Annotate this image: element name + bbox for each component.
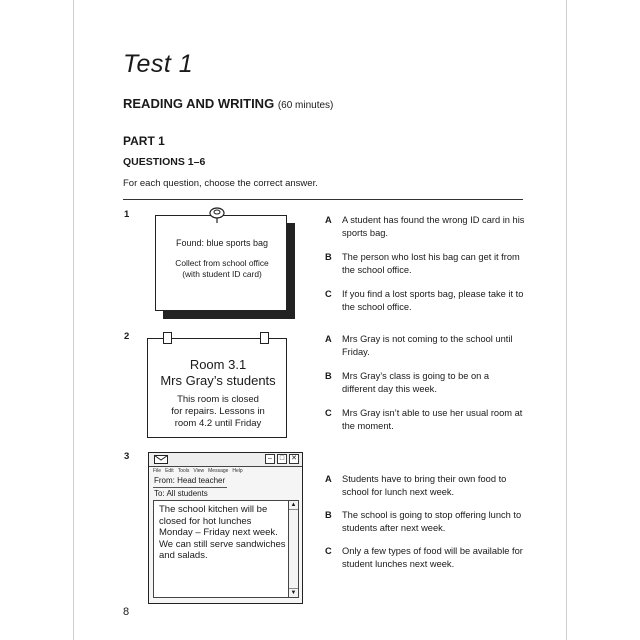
close-icon[interactable]: ✕ — [289, 454, 299, 464]
notice-line: Found: blue sports bag — [175, 238, 269, 248]
option-text: Mrs Gray is not coming to the school until Friday. — [342, 334, 513, 358]
option-letter: B — [325, 371, 332, 381]
option-a[interactable] — [325, 473, 525, 499]
scrollbar[interactable] — [288, 501, 298, 597]
maximize-icon[interactable]: □ — [277, 454, 287, 464]
option-letter: A — [325, 334, 332, 344]
menu-help[interactable]: Help — [232, 468, 243, 474]
notice-paper — [147, 338, 287, 438]
option-b[interactable] — [325, 251, 525, 277]
notice-line: This room is closed — [177, 394, 259, 405]
notice-heading — [148, 357, 288, 390]
class-name: Mrs Gray’s students — [160, 373, 276, 389]
notice-message — [148, 394, 288, 430]
option-a[interactable] — [325, 333, 525, 359]
option-text: Mrs Gray isn’t able to use her usual room at the moment. — [342, 408, 523, 432]
window-controls — [265, 454, 299, 464]
option-text: Mrs Gray’s class is going to be on a different day this week. — [342, 371, 490, 395]
pushpin-icon — [207, 207, 227, 223]
minimize-icon[interactable]: – — [265, 454, 275, 464]
tape-icon — [163, 332, 172, 344]
menu-bar — [153, 468, 243, 474]
option-text: The person who lost his bag can get it from the school office. — [342, 252, 520, 276]
option-c[interactable] — [325, 545, 525, 571]
question-number: 2 — [124, 331, 130, 342]
option-letter: B — [325, 510, 332, 520]
question-number: 1 — [124, 209, 130, 220]
option-text: If you find a lost sports bag, please take it to the school office. — [342, 289, 524, 313]
option-text: A student has found the wrong ID card in his sports bag. — [342, 215, 525, 239]
menu-message[interactable]: Message — [208, 468, 229, 474]
test-title: Test 1 — [123, 50, 194, 78]
menu-tools[interactable]: Tools — [177, 468, 190, 474]
notice-line: room 4.2 until Friday — [174, 417, 262, 429]
notice-line: Collect from school office — [175, 258, 269, 268]
scroll-up-icon[interactable]: ▲ — [290, 502, 297, 508]
instructions: For each question, choose the correct answer. — [123, 178, 318, 189]
option-text: Students have to bring their own food to school for lunch next week. — [342, 474, 507, 498]
option-b[interactable] — [325, 370, 525, 396]
window-titlebar — [149, 453, 302, 467]
option-letter: C — [325, 289, 332, 299]
page-number: 8 — [123, 606, 130, 618]
envelope-icon — [154, 455, 168, 464]
option-letter: A — [325, 215, 332, 225]
option-text: Only a few types of food will be available for student lunches next week. — [342, 546, 523, 570]
scroll-down-icon[interactable]: ▼ — [290, 590, 297, 596]
notice-paper — [155, 215, 287, 311]
divider — [123, 199, 523, 200]
email-message: The school kitchen will be closed for hot lunches Monday – Friday next week. We can still serve sandwiches and salads. — [159, 504, 286, 562]
section-name: READING AND WRITING — [123, 96, 275, 111]
option-text: The school is going to stop offering lunch to students after next week. — [342, 510, 522, 534]
option-c[interactable] — [325, 288, 525, 314]
menu-edit[interactable]: Edit — [165, 468, 174, 474]
option-a[interactable] — [325, 214, 525, 240]
divider — [153, 487, 227, 488]
question-number: 3 — [124, 451, 130, 462]
tape-icon — [260, 332, 269, 344]
option-letter: C — [325, 546, 332, 556]
option-letter: A — [325, 474, 332, 484]
email-from: From: Head teacher — [154, 476, 226, 485]
email-to: To: All students — [154, 489, 208, 498]
notice-line: for repairs. Lessons in — [171, 405, 265, 417]
email-window — [148, 452, 303, 604]
notice-collect-text — [156, 258, 288, 280]
room-notice — [143, 332, 293, 442]
section-duration: (60 minutes) — [277, 100, 334, 111]
notice-line: (with student ID card) — [182, 268, 262, 279]
part-title: PART 1 — [123, 134, 165, 148]
lost-bag-notice — [155, 215, 295, 315]
menu-view[interactable]: View — [193, 468, 205, 474]
option-b[interactable] — [325, 509, 525, 535]
menu-file[interactable]: File — [153, 468, 162, 474]
section-title — [123, 96, 333, 111]
email-body — [153, 500, 299, 598]
option-c[interactable] — [325, 407, 525, 433]
questions-range-title: QUESTIONS 1–6 — [123, 156, 206, 168]
option-letter: B — [325, 252, 332, 262]
option-letter: C — [325, 408, 332, 418]
room-name: Room 3.1 — [189, 357, 247, 372]
